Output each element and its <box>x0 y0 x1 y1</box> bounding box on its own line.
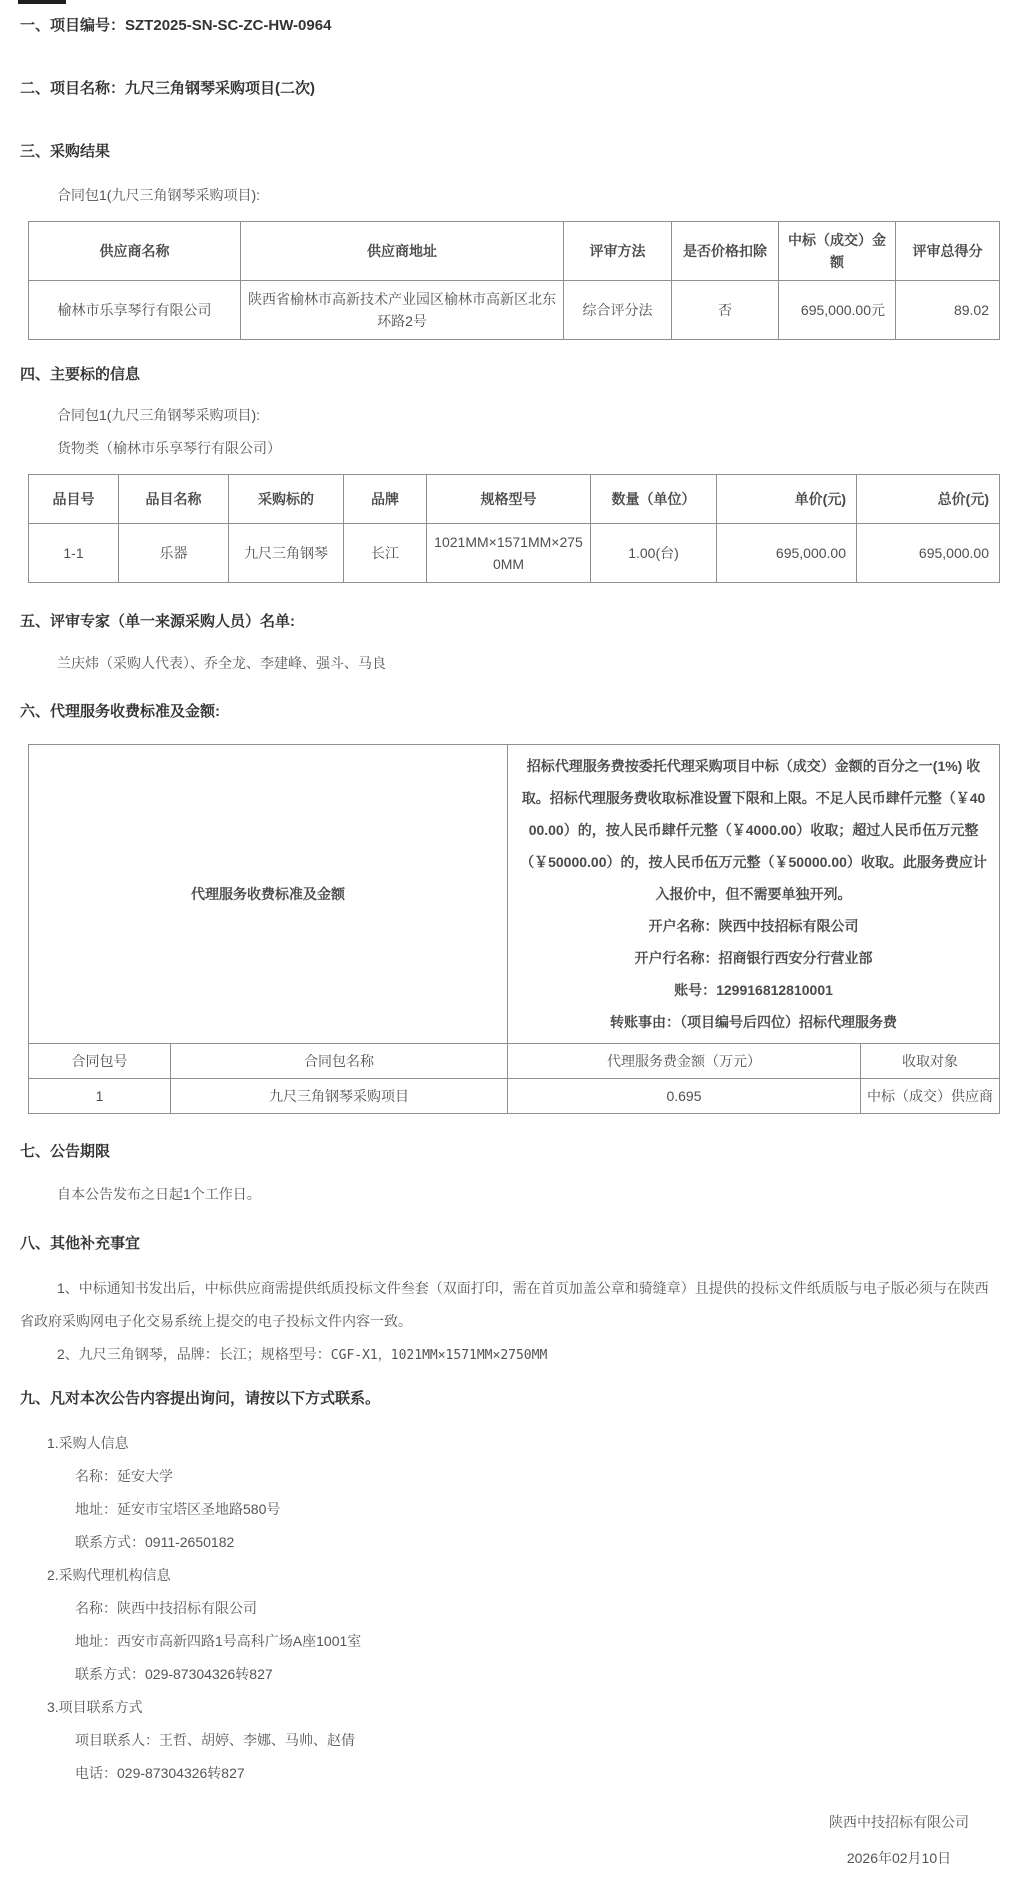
agency-name: 名称：陕西中技招标有限公司 <box>75 1600 257 1616</box>
cell-package-name: 九尺三角钢琴采购项目 <box>171 1079 508 1114</box>
item2-model-spec: CGF-X1，1021MM×1571MM×2750MM <box>330 1348 548 1363</box>
col-price-deduction: 是否价格扣除 <box>672 222 779 281</box>
signature-company: 陕西中技招标有限公司 <box>829 1814 969 1830</box>
other-matters-item-1: 1、中标通知书发出后，中标供应商需提供纸质投标文件叁套（双面打印，需在首页加盖公章和骑缝章）且提供的投标文件纸质版与电子版必须与在陕西省政府采购网电子化交易系统上提交的电子投标文件内容一致。 <box>20 1280 989 1329</box>
project-name-heading <box>20 79 999 99</box>
agency-fee-label-cell: 代理服务收费标准及金额 <box>29 745 508 1044</box>
agency-fee-detail-cell <box>508 745 1000 1044</box>
col-fee-amount: 代理服务费金额（万元） <box>508 1044 861 1079</box>
subject-table-row <box>29 524 1000 583</box>
purchaser-address: 地址：延安市宝塔区圣地路580号 <box>75 1501 281 1517</box>
cell-unit-price: 695,000.00 <box>717 524 857 583</box>
goods-category-line: 货物类（榆林市乐享琴行有限公司） <box>57 440 281 456</box>
supplier-table-header-row <box>29 222 1000 281</box>
col-review-method: 评审方法 <box>564 222 672 281</box>
project-number-label: 一、项目编号： <box>20 17 126 34</box>
purchaser-name: 名称：延安大学 <box>75 1468 173 1484</box>
project-contact-title: 3.项目联系方式 <box>47 1699 143 1715</box>
section-procurement-result-title: 三、采购结果 <box>20 143 111 160</box>
section-announcement-period-title: 七、公告期限 <box>20 1143 111 1160</box>
col-quantity-unit: 数量（单位） <box>591 475 717 524</box>
cell-review-method: 综合评分法 <box>564 281 672 340</box>
transfer-reason-line: 转账事由：（项目编号后四位）招标代理服务费 <box>610 1014 897 1030</box>
announcement-period-line: 自本公告发布之日起1个工作日。 <box>57 1186 261 1202</box>
bank-account-name-line: 开户名称：陕西中技招标有限公司 <box>648 918 859 934</box>
purchaser-info-title: 1.采购人信息 <box>47 1435 129 1451</box>
cell-fee-amount: 0.695 <box>508 1079 861 1114</box>
agency-info-title: 2.采购代理机构信息 <box>47 1567 171 1583</box>
section-other-matters-title: 八、其他补充事宜 <box>20 1235 141 1252</box>
cell-spec-model: 1021MM×1571MM×2750MM <box>427 524 591 583</box>
bank-branch-line: 开户行名称：招商银行西安分行营业部 <box>634 950 873 966</box>
col-package-name: 合同包名称 <box>171 1044 508 1079</box>
fee-subtable-row <box>29 1079 1000 1114</box>
section-subject-info-title: 四、主要标的信息 <box>20 366 141 383</box>
col-spec-model: 规格型号 <box>427 475 591 524</box>
cell-fee-payer: 中标（成交）供应商 <box>861 1079 1000 1114</box>
project-contact-persons: 项目联系人：王哲、胡婷、李娜、马帅、赵倩 <box>75 1732 355 1748</box>
fee-subtable-header-row <box>29 1044 1000 1079</box>
supplier-table-row <box>29 281 1000 340</box>
col-supplier-address: 供应商地址 <box>241 222 564 281</box>
col-procurement-target: 采购标的 <box>229 475 344 524</box>
cell-item-name: 乐器 <box>119 524 229 583</box>
agency-address: 地址：西安市高新四路1号高科广场A座1001室 <box>75 1633 362 1649</box>
col-item-name: 品目名称 <box>119 475 229 524</box>
subject-table-header-row <box>29 475 1000 524</box>
col-unit-price: 单价(元) <box>717 475 857 524</box>
agency-fee-paragraph: 招标代理服务费按委托代理采购项目中标（成交）金额的百分之一(1%) 收取。招标代理服务费收取标准设置下限和上限。不足人民币肆仟元整（￥4000.00）的，按人民币肆仟元整（￥4000.00）收取；超过人民币伍万元整（￥50000.00）的，按人民币伍万元整（￥50000.00）收取。此服务费应计入报价中，但不需要单独开列。 <box>520 758 987 902</box>
other-matters-item-2 <box>20 1338 999 1372</box>
cell-total-score: 89.02 <box>896 281 1000 340</box>
col-supplier-name: 供应商名称 <box>29 222 241 281</box>
top-edge-artifact <box>18 0 66 4</box>
project-name-label: 二、项目名称： <box>20 80 126 97</box>
cell-quantity-unit: 1.00(台) <box>591 524 717 583</box>
signature-date: 2026年02月10日 <box>846 1850 952 1866</box>
supplier-result-table <box>28 221 1000 340</box>
subject-info-table <box>28 474 1000 583</box>
cell-award-amount: 695,000.00元 <box>779 281 896 340</box>
contract-package-line: 合同包1(九尺三角钢琴采购项目): <box>57 187 260 203</box>
project-number-heading <box>20 16 999 36</box>
cell-package-no: 1 <box>29 1079 171 1114</box>
bank-account-number-line: 账号：129916812810001 <box>674 982 833 998</box>
col-award-amount: 中标（成交）金额 <box>779 222 896 281</box>
cell-procurement-target: 九尺三角钢琴 <box>229 524 344 583</box>
cell-supplier-address: 陕西省榆林市高新技术产业园区榆林市高新区北东环路2号 <box>241 281 564 340</box>
col-fee-payer: 收取对象 <box>861 1044 1000 1079</box>
contact-groups <box>20 1427 999 1790</box>
item2-text: 2、九尺三角钢琴，品牌：长江；规格型号： <box>57 1346 331 1362</box>
col-package-no: 合同包号 <box>29 1044 171 1079</box>
section-agency-fee-title: 六、代理服务收费标准及金额: <box>20 703 220 720</box>
cell-item-no: 1-1 <box>29 524 119 583</box>
section-contact-title: 九、凡对本次公告内容提出询问，请按以下方式联系。 <box>20 1390 381 1407</box>
cell-price-deduction: 否 <box>672 281 779 340</box>
section-experts-title: 五、评审专家（单一来源采购人员）名单: <box>20 613 295 630</box>
contract-package-line-2: 合同包1(九尺三角钢琴采购项目): <box>57 407 260 423</box>
project-number-value: SZT2025-SN-SC-ZC-HW-0964 <box>125 17 332 34</box>
project-name-value: 九尺三角钢琴采购项目(二次) <box>125 80 316 97</box>
col-total-price: 总价(元) <box>857 475 1000 524</box>
signature-block <box>809 1804 989 1876</box>
col-item-no: 品目号 <box>29 475 119 524</box>
cell-supplier-name: 榆林市乐享琴行有限公司 <box>29 281 241 340</box>
agency-fee-detail-row <box>29 745 1000 1044</box>
cell-brand: 长江 <box>344 524 427 583</box>
cell-total-price: 695,000.00 <box>857 524 1000 583</box>
expert-names-line: 兰庆炜（采购人代表）、乔全龙、李建峰、强斗、马良 <box>57 655 386 671</box>
agency-fee-table <box>28 744 1000 1114</box>
agency-contact: 联系方式：029-87304326转827 <box>75 1666 273 1682</box>
purchaser-contact: 联系方式：0911-2650182 <box>75 1534 235 1550</box>
project-contact-phone: 电话：029-87304326转827 <box>75 1765 245 1781</box>
col-total-score: 评审总得分 <box>896 222 1000 281</box>
col-brand: 品牌 <box>344 475 427 524</box>
